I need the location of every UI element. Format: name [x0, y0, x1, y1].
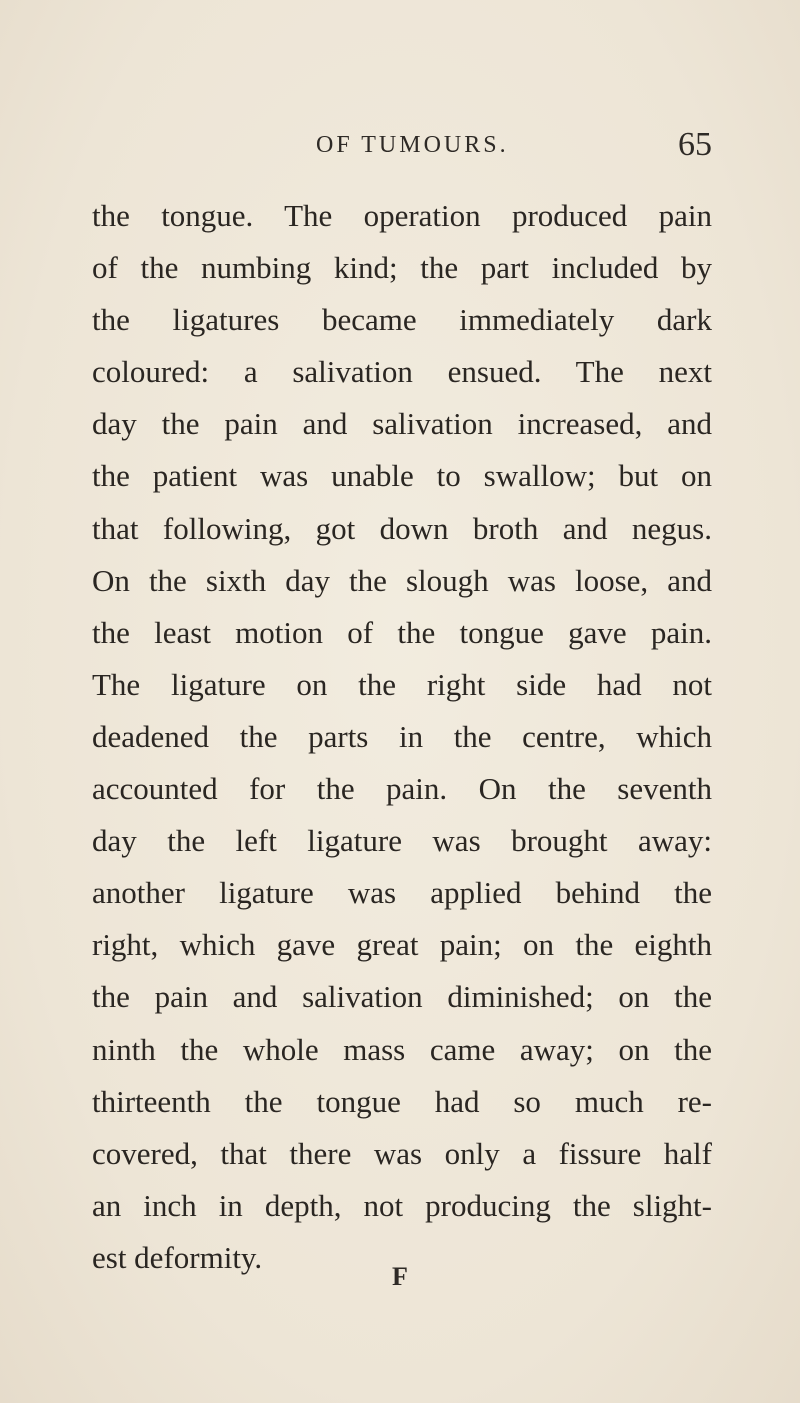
body-text — [92, 190, 712, 1284]
text-line: of the numbing kind; the part included by — [92, 250, 712, 286]
text-line: the patient was unable to swallow; but on — [92, 458, 712, 494]
text-line: accounted for the pain. On the seventh — [92, 771, 712, 807]
text-line: coloured: a salivation ensued. The next — [92, 354, 712, 390]
text-line: deadened the parts in the centre, which — [92, 718, 712, 754]
text-line: the tongue. The operation produced pain — [92, 198, 712, 233]
text-line: thirteenth the tongue had so much re- — [92, 1083, 712, 1119]
text-line: The ligature on the right side had not — [92, 666, 712, 702]
text-line: an inch in depth, not producing the slight- — [92, 1187, 712, 1223]
page-header — [0, 128, 800, 168]
text-line: the ligatures became immediately dark — [92, 302, 712, 338]
text-line: day the left ligature was brought away: — [92, 823, 712, 859]
text-line: another ligature was applied behind the — [92, 875, 712, 911]
running-head: OF TUMOURS. — [316, 132, 509, 158]
text-line: ninth the whole mass came away; on the — [92, 1031, 712, 1067]
text-line: On the sixth day the slough was loose, and — [92, 562, 712, 598]
page-number: 65 — [678, 126, 712, 163]
text-line: the least motion of the tongue gave pain. — [92, 614, 712, 650]
text-line: right, which gave great pain; on the eighth — [92, 927, 712, 963]
text-line: covered, that there was only a fissure half — [92, 1135, 712, 1171]
text-line: day the pain and salivation increased, and — [92, 406, 712, 442]
text-line: est deformity. — [92, 1239, 263, 1275]
text-line: that following, got down broth and negus. — [92, 510, 712, 546]
signature-mark: F — [392, 1262, 408, 1291]
text-line: the pain and salivation diminished; on the — [92, 979, 712, 1015]
